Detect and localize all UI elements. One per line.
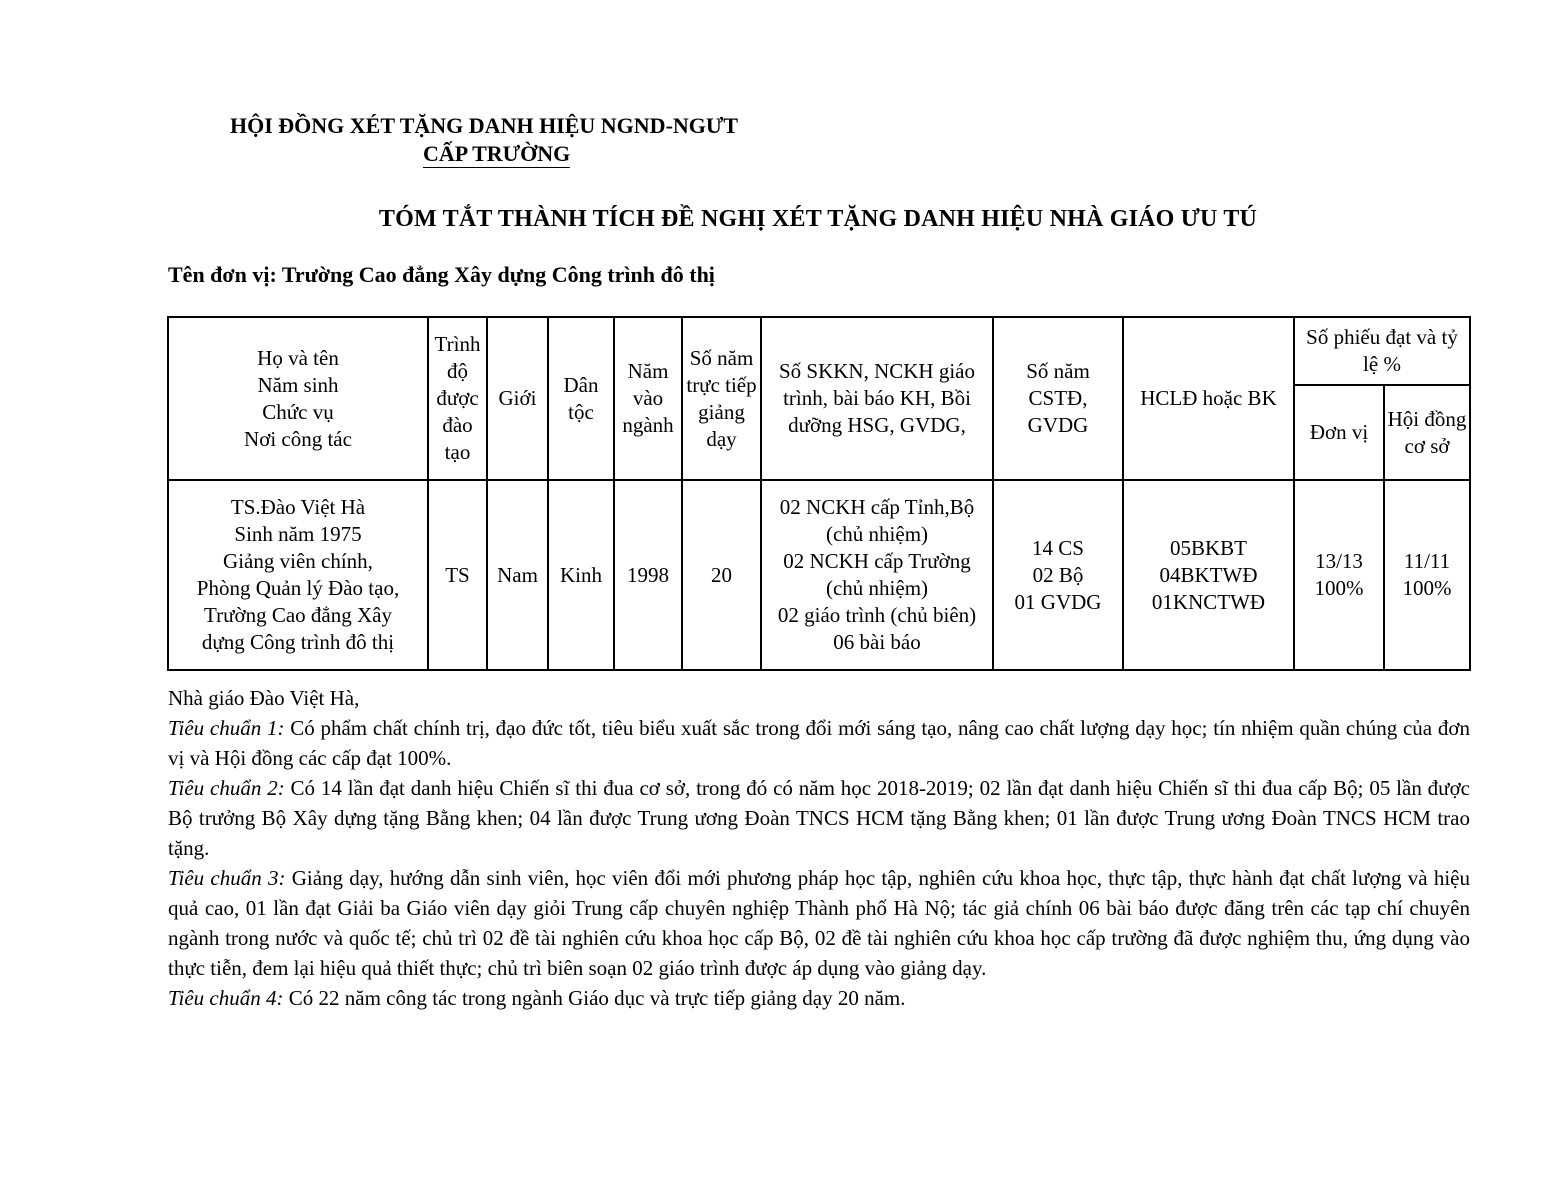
cell-votes-unit: 13/13 100% — [1294, 480, 1384, 670]
cell-years-teaching: 20 — [682, 480, 761, 670]
cell-ethnicity: Kinh — [548, 480, 614, 670]
criterion-label: Tiêu chuẩn 3: — [168, 866, 286, 890]
criterion-text: Có 22 năm công tác trong ngành Giáo dục và trực tiếp giảng dạy 20 năm. — [283, 986, 906, 1010]
cell-gender: Nam — [487, 480, 548, 670]
table-row — [168, 480, 1470, 670]
criterion-label: Tiêu chuẩn 4: — [168, 986, 284, 1010]
header-degree: Trình độ được đào tạo — [428, 317, 487, 480]
council-name: HỘI ĐỒNG XÉT TẶNG DANH HIỆU NGND-NGƯT — [230, 113, 739, 138]
council-level: CẤP TRƯỜNG — [423, 141, 571, 166]
cell-votes-council: 11/11 100% — [1384, 480, 1470, 670]
header-votes: Số phiếu đạt và tỷ lệ % — [1294, 317, 1470, 385]
achievement-summary-table — [167, 316, 1471, 671]
header-votes-unit: Đơn vị — [1294, 385, 1384, 480]
cell-cstd: 14 CS 02 Bộ 01 GVDG — [993, 480, 1123, 670]
narrative-intro: Nhà giáo Đào Việt Hà, — [168, 686, 360, 710]
council-heading — [230, 112, 790, 168]
criterion-4 — [168, 983, 1470, 1013]
header-gender: Giới — [487, 317, 548, 480]
narrative-section — [168, 683, 1470, 1013]
table-header-row — [168, 317, 1470, 385]
document-title: TÓM TẮT THÀNH TÍCH ĐỀ NGHỊ XÉT TẶNG DANH HIỆU NHÀ GIÁO ƯU TÚ — [378, 206, 1258, 232]
criterion-1 — [168, 713, 1470, 773]
header-research: Số SKKN, NCKH giáo trình, bài báo KH, Bồi dưỡng HSG, GVDG, — [761, 317, 993, 480]
criterion-text: Giảng dạy, hướng dẫn sinh viên, học viên đổi mới phương pháp học tập, nghiên cứu khoa học, thực tập, thực hành đạt chất lượng và hiệu quả cao, 01 lần đạt Giải ba Giáo viên dạy giỏi Trung cấp chuyên nghiệp Thành phố Hà Nộ; tác giả chính 06 bài báo được đăng trên các tạp chí chuyên ngành trong nước và quốc tế; chủ trì 02 đề tài nghiên cứu khoa học cấp Bộ, 02 đề tài nghiên cứu khoa học cấp trường đã được nghiệm thu, ứng dụng vào thực tiễn, đem lại hiệu quả thiết thực; chủ trì biên soạn 02 giáo trình được áp dụng vào giảng dạy. — [168, 866, 1470, 980]
cell-research: 02 NCKH cấp Tỉnh,Bộ (chủ nhiệm) 02 NCKH cấp Trường (chủ nhiệm) 02 giáo trình (chủ biên) 06 bài báo — [761, 480, 993, 670]
header-cstd: Số năm CSTĐ, GVDG — [993, 317, 1123, 480]
criterion-label: Tiêu chuẩn 1: — [168, 716, 285, 740]
criterion-2 — [168, 773, 1470, 863]
cell-awards: 05BKBT 04BKTWĐ 01KNCTWĐ — [1123, 480, 1294, 670]
header-awards: HCLĐ hoặc BK — [1123, 317, 1294, 480]
cell-year-entered: 1998 — [614, 480, 682, 670]
header-name: Họ và tên Năm sinh Chức vụ Nơi công tác — [168, 317, 428, 480]
header-ethnicity: Dân tộc — [548, 317, 614, 480]
unit-name: Tên đơn vị: Trường Cao đẳng Xây dựng Công trình đô thị — [168, 262, 715, 287]
criterion-text: Có phẩm chất chính trị, đạo đức tốt, tiêu biểu xuất sắc trong đổi mới sáng tạo, nâng cao chất lượng dạy học; tín nhiệm quần chúng của đơn vị và Hội đồng các cấp đạt 100%. — [168, 716, 1470, 770]
cell-name: TS.Đào Việt Hà Sinh năm 1975 Giảng viên chính, Phòng Quản lý Đào tạo, Trường Cao đẳng Xây dựng Công trình đô thị — [168, 480, 428, 670]
header-year-entered: Năm vào ngành — [614, 317, 682, 480]
header-votes-council: Hội đồng cơ sở — [1384, 385, 1470, 480]
criterion-3 — [168, 863, 1470, 983]
criterion-text: Có 14 lần đạt danh hiệu Chiến sĩ thi đua cơ sở, trong đó có năm học 2018-2019; 02 lần đạt danh hiệu Chiến sĩ thi đua cấp Bộ; 05 lần được Bộ trưởng Bộ Xây dựng tặng Bằng khen; 04 lần được Trung ương Đoàn TNCS HCM tặng Bằng khen; 01 lần được Trung ương Đoàn TNCS HCM trao tặng. — [168, 776, 1470, 860]
cell-degree: TS — [428, 480, 487, 670]
header-years-teaching: Số năm trực tiếp giảng dạy — [682, 317, 761, 480]
criterion-label: Tiêu chuẩn 2: — [168, 776, 285, 800]
